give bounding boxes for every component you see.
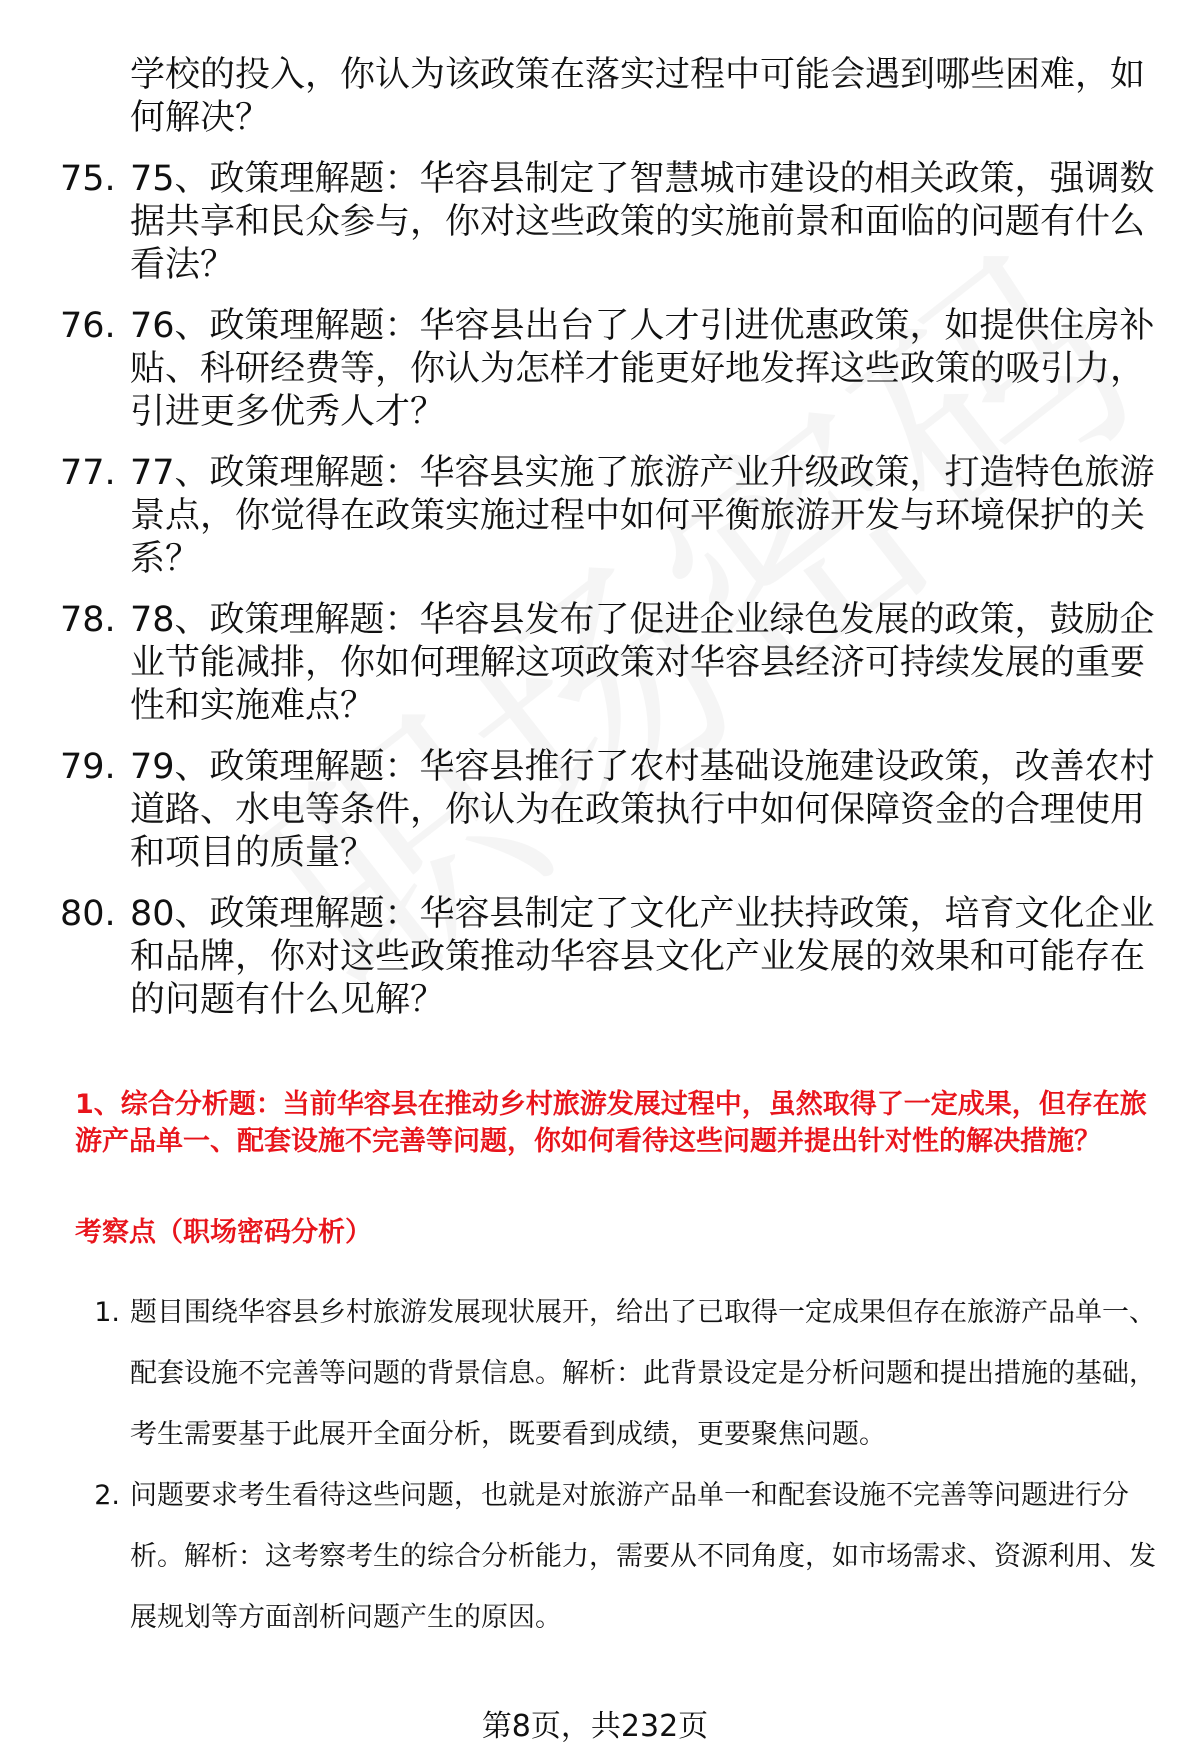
list-item (0, 305, 1190, 434)
question-text: 78、政策理解题：华容县发布了促进企业绿色发展的政策，鼓励企业节能减排，你如何理解这项政策对华容县经济可持续发展的重要性和实施难点？ (130, 600, 1155, 726)
question-text: 75、政策理解题：华容县制定了智慧城市建设的相关政策，强调数据共享和民众参与，你对这些政策的实施前景和面临的问题有什么看法？ (130, 159, 1155, 285)
question-number: 80. (60, 894, 116, 934)
question-number: 79. (60, 747, 116, 787)
list-item (0, 893, 1190, 1022)
analysis-question-title: 1、综合分析题：当前华容县在推动乡村旅游发展过程中，虽然取得了一定成果，但存在旅游产品单一、配套设施不完善等问题，你如何看待这些问题并提出针对性的解决措施？ (75, 1089, 1147, 1157)
question-text: 77、政策理解题：华容县实施了旅游产业升级政策，打造特色旅游景点，你觉得在政策实施过程中如何平衡旅游开发与环境保护的关系？ (130, 453, 1155, 579)
question-text: 76、政策理解题：华容县出台了人才引进优惠政策，如提供住房补贴、科研经费等，你认为怎样才能更好地发挥这些政策的吸引力，引进更多优秀人才？ (130, 306, 1155, 432)
list-item (0, 746, 1190, 875)
list-item (0, 452, 1190, 581)
question-number: 78. (60, 600, 116, 640)
points-heading: 考察点（职场密码分析） (75, 1217, 372, 1248)
continuation-text: 学校的投入，你认为该政策在落实过程中可能会遇到哪些困难，如何解决？ (130, 55, 1146, 138)
list-item (0, 599, 1190, 728)
point-number: 2. (94, 1480, 120, 1511)
list-item (75, 1465, 1165, 1648)
question-text: 80、政策理解题：华容县制定了文化产业扶持政策，培育文化企业和品牌，你对这些政策推动华容县文化产业发展的效果和可能存在的问题有什么见解？ (130, 894, 1155, 1020)
point-text: 题目围绕华容县乡村旅游发展现状展开，给出了已取得一定成果但存在旅游产品单一、配套设施不完善等问题的背景信息。解析：此背景设定是分析问题和提出措施的基础，考生需要基于此展开全面分析，既要看到成绩，更要聚焦问题。 (130, 1297, 1156, 1450)
question-number: 75. (60, 159, 116, 199)
point-text: 问题要求考生看待这些问题，也就是对旅游产品单一和配套设施不完善等问题进行分析。解析：这考察考生的综合分析能力，需要从不同角度，如市场需求、资源利用、发展规划等方面剖析问题产生的原因。 (130, 1480, 1156, 1633)
question-list (0, 54, 1190, 1022)
question-number: 77. (60, 453, 116, 493)
page-number: 第8页，共232页 (481, 1709, 709, 1744)
question-number: 76. (60, 306, 116, 346)
point-number: 1. (94, 1297, 120, 1328)
points-list (75, 1282, 1165, 1648)
question-text: 79、政策理解题：华容县推行了农村基础设施建设政策，改善农村道路、水电等条件，你认为在政策执行中如何保障资金的合理使用和项目的质量？ (130, 747, 1155, 873)
list-item (75, 1282, 1165, 1465)
list-item (0, 158, 1190, 287)
